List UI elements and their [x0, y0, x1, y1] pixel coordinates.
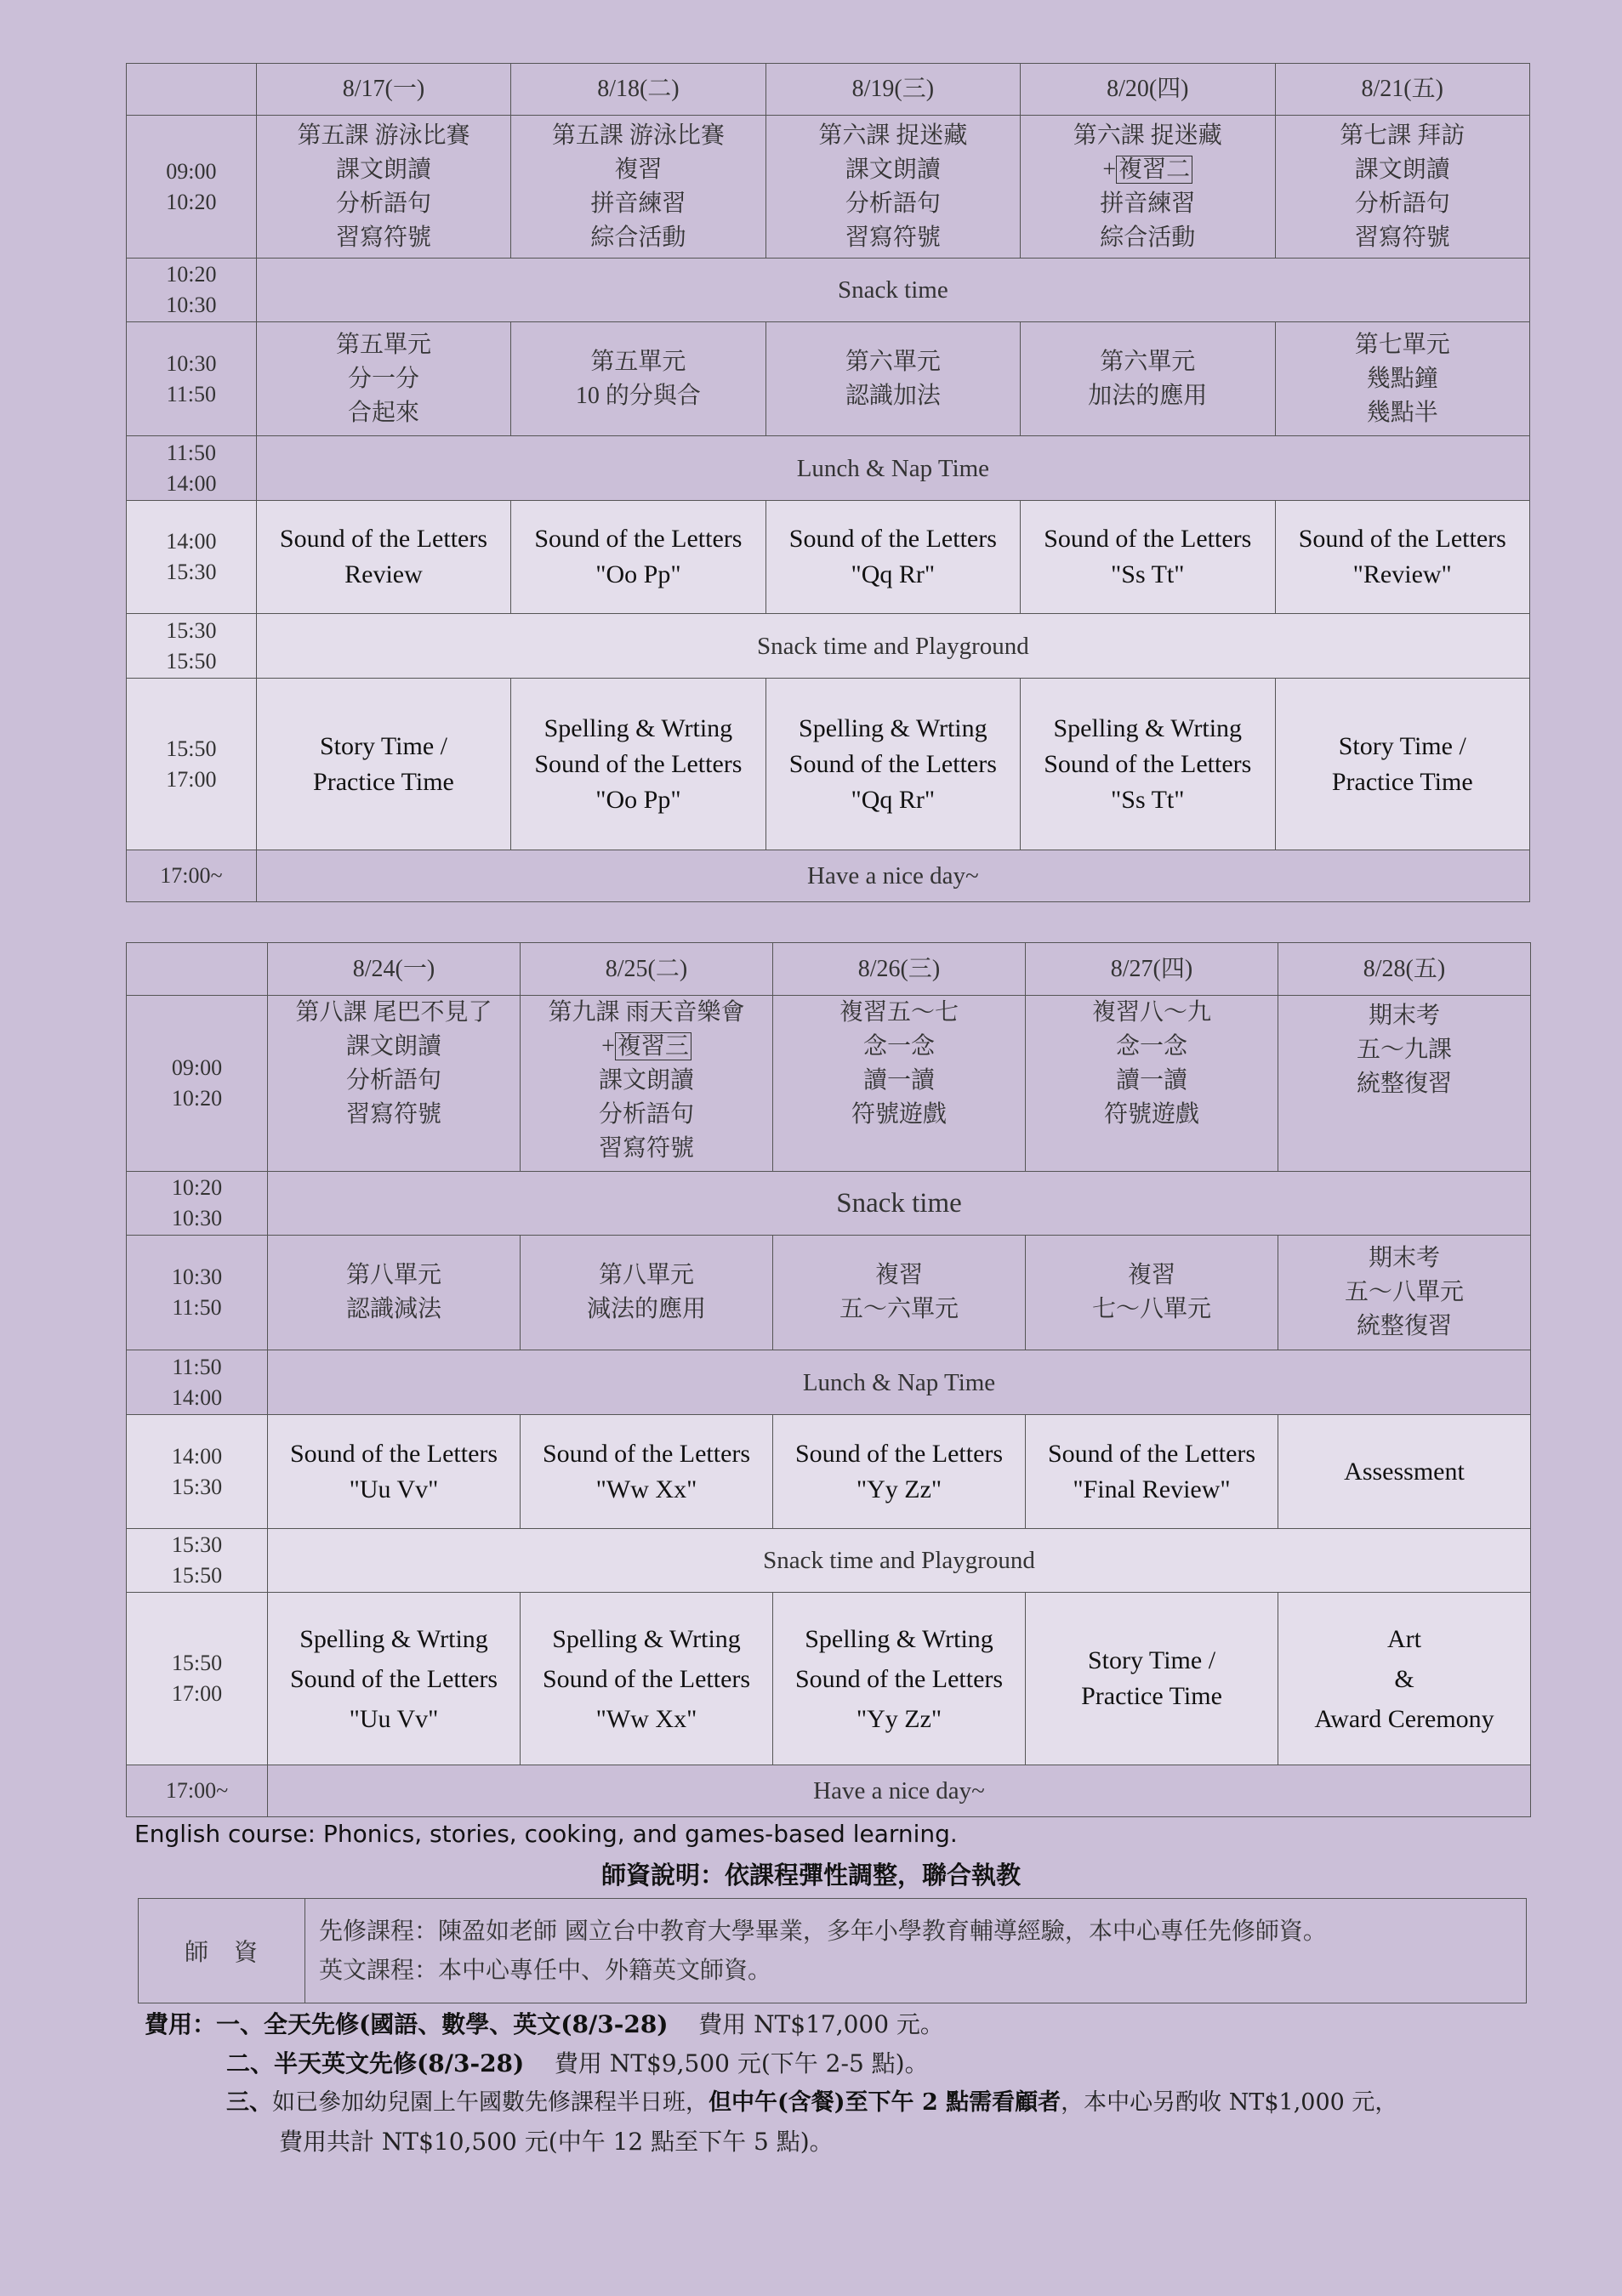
schedule-week-2 [126, 942, 1531, 1817]
lunch-row [127, 1350, 1531, 1415]
time-cell: 17:00~ [127, 850, 257, 902]
teacher-table [138, 1898, 1527, 2003]
afternoon-cell: Spelling & Wrting Sound of the Letters "Ss Tt" [1021, 679, 1275, 850]
playground-row [127, 1529, 1531, 1593]
lesson-cell: 第八課 尾巴不見了 課文朗讀 分析語句 習寫符號 [268, 996, 521, 1172]
lesson-cell: 第五課 游泳比賽 複習 拼音練習 綜合活動 [511, 116, 765, 259]
math-cell: 第五單元 10 的分與合 [511, 322, 765, 436]
math-cell: 複習 七～八單元 [1026, 1236, 1278, 1350]
teacher-prep-line: 先修課程：陳盈如老師 國立台中教育大學畢業，多年小學教育輔導經驗，本中心專任先修師資。 [319, 1917, 1327, 1945]
time-cell: 09:00 10:20 [127, 116, 257, 259]
math-row [127, 1236, 1531, 1350]
date-cell: 8/25(二) [521, 943, 773, 996]
time-cell: 11:50 14:00 [127, 1350, 268, 1415]
sound-cell: Sound of the Letters "Ww Xx" [521, 1415, 773, 1529]
math-cell: 第六單元 加法的應用 [1021, 322, 1275, 436]
snack-row [127, 1172, 1531, 1236]
math-cell: 第八單元 減法的應用 [521, 1236, 773, 1350]
lesson-cell: 第七課 拜訪 課文朗讀 分析語句 習寫符號 [1275, 116, 1530, 259]
sound-cell: Sound of the Letters "Oo Pp" [511, 501, 765, 614]
teacher-label: 師資 [139, 1899, 305, 2003]
math-cell: 期末考 五～八單元 統整復習 [1278, 1236, 1531, 1350]
afternoon-cell: Story Time / Practice Time [256, 679, 510, 850]
sound-cell: Sound of the Letters "Review" [1275, 501, 1530, 614]
schedule-week-1 [126, 63, 1530, 902]
date-cell: 8/21(五) [1275, 64, 1530, 116]
sound-cell: Sound of the Letters "Yy Zz" [773, 1415, 1026, 1529]
date-cell: 8/28(五) [1278, 943, 1531, 996]
lunch-cell: Lunch & Nap Time [268, 1350, 1531, 1415]
snack-cell: Snack time [268, 1172, 1531, 1236]
afternoon-cell: Spelling & Wrting Sound of the Letters "Ww Xx" [521, 1593, 773, 1765]
playground-row [127, 614, 1530, 679]
english-course-note: English course: Phonics, stories, cooking, and games-based learning. [134, 1820, 958, 1848]
lesson-cell: 第九課 雨天音樂會 + 複習三 課文朗讀 分析語句 習寫符號 [521, 996, 773, 1172]
chinese-row [127, 116, 1530, 259]
time-cell: 09:00 10:20 [127, 996, 268, 1172]
sound-row [127, 1415, 1531, 1529]
afternoon-cell: Art & Award Ceremony [1278, 1593, 1531, 1765]
math-cell: 複習 五～六單元 [773, 1236, 1026, 1350]
math-row [127, 322, 1530, 436]
fees-section [145, 2005, 1397, 2162]
date-cell: 8/24(一) [268, 943, 521, 996]
fees-label: 費用： [145, 2010, 217, 2038]
afternoon-cell: Spelling & Wrting Sound of the Letters "Qq Rr" [765, 679, 1020, 850]
time-cell: 10:20 10:30 [127, 1172, 268, 1236]
time-cell: 11:50 14:00 [127, 436, 257, 501]
teacher-heading: 師資說明：依課程彈性調整，聯合執教 [600, 1861, 1021, 1890]
lesson-cell: 第六課 捉迷藏 + 複習二 拼音練習 綜合活動 [1021, 116, 1275, 259]
time-cell: 15:50 17:00 [127, 679, 257, 850]
date-cell: 8/27(四) [1026, 943, 1278, 996]
sound-cell: Sound of the Letters "Ss Tt" [1021, 501, 1275, 614]
sound-cell: Sound of the Letters "Final Review" [1026, 1415, 1278, 1529]
date-cell: 8/20(四) [1021, 64, 1275, 116]
bye-cell: Have a nice day~ [268, 1765, 1531, 1817]
time-cell: 10:20 10:30 [127, 259, 257, 322]
time-cell: 10:30 11:50 [127, 322, 257, 436]
teacher-details [305, 1899, 1527, 2003]
time-cell: 15:50 17:00 [127, 1593, 268, 1765]
sound-cell: Sound of the Letters Review [256, 501, 510, 614]
fee-item-1: 費用：一、全天先修(國語、數學、英文(8/3-28) 費用 NT$17,000 元。 [145, 2010, 944, 2038]
sound-cell: Assessment [1278, 1415, 1531, 1529]
lunch-row [127, 436, 1530, 501]
end-row [127, 1765, 1531, 1817]
time-cell: 14:00 15:30 [127, 501, 257, 614]
lesson-cell: 第五課 游泳比賽 課文朗讀 分析語句 習寫符號 [256, 116, 510, 259]
afternoon-row [127, 1593, 1531, 1765]
lesson-cell: 複習八～九 念一念 讀一讀 符號遊戲 [1026, 996, 1278, 1172]
snack-row [127, 259, 1530, 322]
afternoon-row [127, 679, 1530, 850]
math-cell: 第七單元 幾點鐘 幾點半 [1275, 322, 1530, 436]
playground-cell: Snack time and Playground [256, 614, 1529, 679]
fee-item-3: 三、如已參加幼兒園上午國數先修課程半日班，但中午(含餐)至下午 2 點需看顧者，本中心另酌收 NT$1,000 元， [226, 2089, 1398, 2116]
playground-cell: Snack time and Playground [268, 1529, 1531, 1593]
lesson-cell: 期末考 五～九課 統整復習 [1278, 996, 1531, 1172]
sound-row [127, 501, 1530, 614]
date-header-row [127, 943, 1531, 996]
afternoon-cell: Spelling & Wrting Sound of the Letters "Oo Pp" [511, 679, 765, 850]
fee-item-3-cont: 費用共計 NT$10,500 元(中午 12 點至下午 5 點)。 [279, 2128, 834, 2156]
lunch-cell: Lunch & Nap Time [256, 436, 1529, 501]
end-row [127, 850, 1530, 902]
afternoon-cell: Story Time / Practice Time [1275, 679, 1530, 850]
fee-item-2: 二、半天英文先修(8/3-28) 費用 NT$9,500 元(下午 2-5 點)。 [226, 2049, 929, 2077]
sound-cell: Sound of the Letters "Qq Rr" [765, 501, 1020, 614]
date-header-row [127, 64, 1530, 116]
time-cell: 15:30 15:50 [127, 614, 257, 679]
time-cell: 10:30 11:50 [127, 1236, 268, 1350]
chinese-row [127, 996, 1531, 1172]
afternoon-cell: Story Time / Practice Time [1026, 1593, 1278, 1765]
math-cell: 第八單元 認識減法 [268, 1236, 521, 1350]
math-cell: 第六單元 認識加法 [765, 322, 1020, 436]
corner-cell [127, 943, 268, 996]
afternoon-cell: Spelling & Wrting Sound of the Letters "Yy Zz" [773, 1593, 1026, 1765]
math-cell: 第五單元 分一分 合起來 [256, 322, 510, 436]
time-cell: 14:00 15:30 [127, 1415, 268, 1529]
time-cell: 15:30 15:50 [127, 1529, 268, 1593]
afternoon-cell: Spelling & Wrting Sound of the Letters "Uu Vv" [268, 1593, 521, 1765]
time-cell: 17:00~ [127, 1765, 268, 1817]
corner-cell [127, 64, 257, 116]
sound-cell: Sound of the Letters "Uu Vv" [268, 1415, 521, 1529]
teacher-english-line: 英文課程：本中心專任中、外籍英文師資。 [319, 1956, 772, 1984]
date-cell: 8/18(二) [511, 64, 765, 116]
bye-cell: Have a nice day~ [256, 850, 1529, 902]
date-cell: 8/17(一) [256, 64, 510, 116]
lesson-cell: 複習五～七 念一念 讀一讀 符號遊戲 [773, 996, 1026, 1172]
date-cell: 8/26(三) [773, 943, 1026, 996]
lesson-cell: 第六課 捉迷藏 課文朗讀 分析語句 習寫符號 [765, 116, 1020, 259]
snack-cell: Snack time [256, 259, 1529, 322]
date-cell: 8/19(三) [765, 64, 1020, 116]
